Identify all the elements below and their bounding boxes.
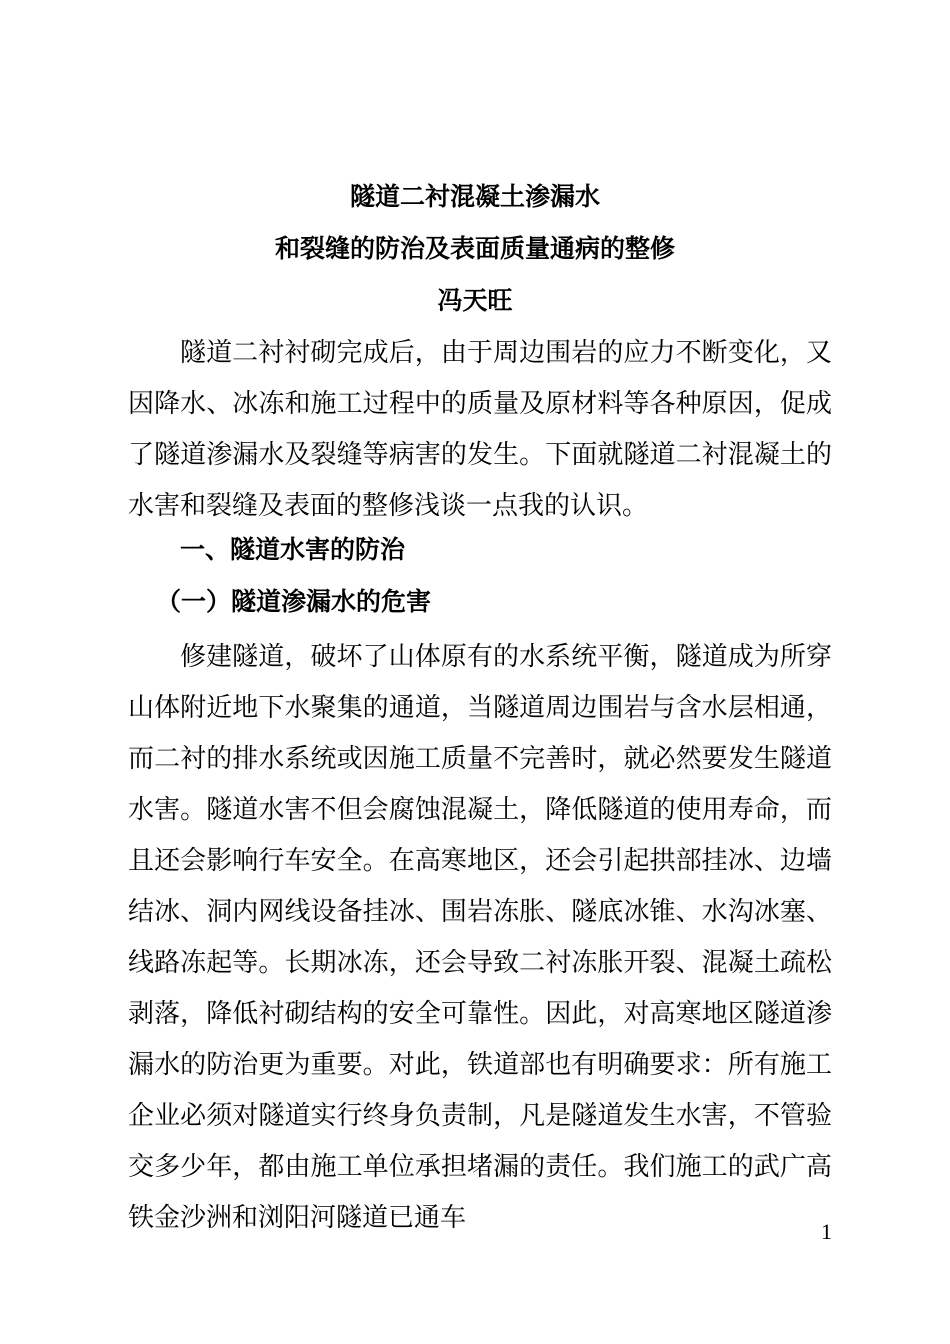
body-paragraph: 修建隧道，破坏了山体原有的水系统平衡，隧道成为所穿山体附近地下水聚集的通道，当隧道周边围岩与含水层相通，而二衬的排水系统或因施工质量不完善时，就必然要发生隧道水害。隧道水害不但会腐蚀混凝土，降低隧道的使用寿命，而且还会影响行车安全。在高寒地区，还会引起拱部挂冰、边墙结冰、洞内网线设备挂冰、围岩冻胀、隧底冰锥、水沟冰塞、线路冻起等。长期冰冻，还会导致二衬冻胀开裂、混凝土疏松剥落，降低衬砌结构的安全可靠性。因此，对高寒地区隧道渗漏水的防治更为重要。对此，铁道部也有明确要求：所有施工企业必须对隧道实行终身负责制，凡是隧道发生水害，不管验交多少年，都由施工单位承担堵漏的责任。我们施工的武广高铁金沙洲和浏阳河隧道已通车 bbox=[128, 642, 832, 1233]
intro-paragraph: 隧道二衬衬砌完成后，由于周边围岩的应力不断变化，又因降水、冰冻和施工过程中的质量及原材料等各种原因，促成了隧道渗漏水及裂缝等病害的发生。下面就隧道二衬混凝土的水害和裂缝及表面的整修浅谈一点我的认识。 bbox=[128, 338, 832, 521]
document-title-line-2: 和裂缝的防治及表面质量通病的整修 bbox=[274, 234, 675, 263]
author-name: 冯天旺 bbox=[437, 286, 513, 315]
document-title-line-1: 隧道二衬混凝土渗漏水 bbox=[349, 182, 600, 211]
section-heading: 一、隧道水害的防治 bbox=[180, 535, 406, 564]
page-number: 1 bbox=[821, 1219, 832, 1244]
subsection-heading: （一）隧道渗漏水的危害 bbox=[156, 587, 432, 616]
